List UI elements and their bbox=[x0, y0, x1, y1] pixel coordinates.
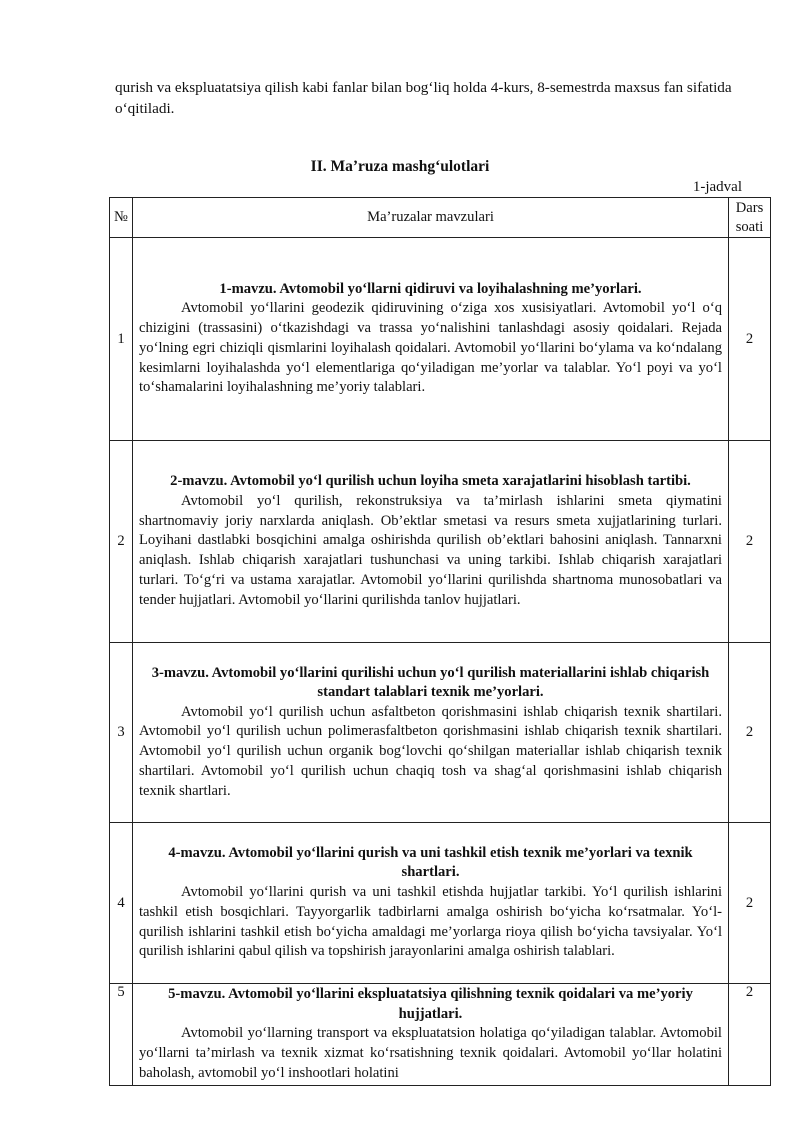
topic-title: 3-mavzu. Avtomobil yo‘llarini qurilishi uchun yo‘l qurilish materiallarini ishlab chiqarish standart talablari texnik me’yorlari. bbox=[151, 664, 710, 700]
row-content bbox=[133, 441, 729, 643]
row-number: 3 bbox=[110, 643, 133, 823]
table-row bbox=[110, 984, 771, 1086]
row-content bbox=[133, 238, 729, 441]
header-topics: Ma’ruzalar mavzulari bbox=[133, 198, 729, 238]
topic-title: 5-mavzu. Avtomobil yo‘llarini ekspluatatsiya qilishning texnik qoidalari va me’yoriy hujjatlari. bbox=[168, 986, 693, 1022]
row-hours: 2 bbox=[729, 441, 771, 643]
row-content bbox=[133, 823, 729, 984]
table-header-row bbox=[110, 198, 771, 238]
table-label: 1-jadval bbox=[692, 179, 742, 195]
topic-description: Avtomobil yo‘llarini qurish va uni tashkil etishda hujjatlar tarkibi. Yo‘l qurilish ishlarini tashkil etish bosqichlari. Tayyorgarlik tadbirlarni amalga oshirish bo‘yicha ko‘rsatmalar. Yo‘l-qurilish ishlarini tashkil etish bo‘yicha amaldagi me’yorlarga rioya qilish bo‘yicha tavsiyalar. Yo‘l qurilish ishlarini qabul qilish va topshirish jarayonlarini amalga oshirish talablari. bbox=[139, 883, 722, 960]
lectures-table bbox=[109, 197, 771, 1086]
row-hours: 2 bbox=[729, 643, 771, 823]
table-row bbox=[110, 643, 771, 823]
topic-title: 4-mavzu. Avtomobil yo‘llarini qurish va uni tashkil etish texnik me’yorlari va texnik shartlari. bbox=[168, 844, 693, 881]
table-row bbox=[110, 441, 771, 643]
row-hours: 2 bbox=[729, 823, 771, 984]
row-hours: 2 bbox=[729, 984, 771, 1086]
topic-description: Avtomobil yo‘llarini geodezik qidiruvining o‘ziga xos xusisiyatlari. Avtomobil yo‘l o‘q chizigini (trassasini) o‘tkazishdagi va trassa yo‘nalishini tanlashdagi asosiy qoidalari. Rejada yo‘lning egri chiziqli qismlarini loyihalash qoidalari. Avtomobil yo‘llarini bo‘ylama va ko‘ndalang kesimlarni loyihalashda yo‘l elementlariga qo‘yiladigan me’yorlar va talablar. Yo‘l poyi va yo‘l to‘shamalarini loyihalashning me’yoriy talablari. bbox=[139, 300, 722, 396]
section-title: II. Ma’ruza mashg‘ulotlari bbox=[310, 158, 490, 175]
row-hours: 2 bbox=[729, 238, 771, 441]
row-number: 2 bbox=[110, 441, 133, 643]
header-number: № bbox=[110, 198, 133, 238]
topic-title: 1-mavzu. Avtomobil yo‘llarni qidiruvi va loyihalashning me’yorlari. bbox=[219, 280, 642, 297]
row-number: 5 bbox=[110, 984, 133, 1086]
topic-description: Avtomobil yo‘l qurilish, rekonstruksiya va ta’mirlash ishlarini smeta qiymatini shartnomaviy joriy narxlarda aniqlash. Ob’ektlar smetasi va resurs smeta xujjatlarining turlari. Loyihani dastlabki bosqichini amalga oshirishda qurilish ob’ektlari bahosini aniqlash. Tannarxni aniqlash. Ishlab chiqarish xarajatlari tushunchasi va uning tarkibi. Ishlab chiqarish xarajatlari turlari. To‘g‘ri va ustama xarajatlar. Avtomobil yo‘llarini qurilishda shartnoma munosobatlari va tender hujjatlari. Avtomobil yo‘llarini qurilishda tanlov hujjatlari. bbox=[139, 492, 722, 608]
row-number: 1 bbox=[110, 238, 133, 441]
header-hours: Dars soati bbox=[729, 198, 771, 238]
topic-title: 2-mavzu. Avtomobil yo‘l qurilish uchun loyiha smeta xarajatlarini hisoblash tartibi. bbox=[170, 473, 691, 490]
row-content bbox=[133, 984, 729, 1086]
row-number: 4 bbox=[110, 823, 133, 984]
intro-paragraph: qurish va ekspluatatsiya qilish kabi fanlar bilan bog‘liq holda 4-kurs, 8-semestrda maxsus fan sifatida o‘qitiladi. bbox=[115, 79, 732, 117]
table-row bbox=[110, 238, 771, 441]
table-row bbox=[110, 823, 771, 984]
row-content bbox=[133, 643, 729, 823]
topic-description: Avtomobil yo‘llarning transport va ekspluatatsion holatiga qo‘yiladigan talablar. Avtomobil yo‘llarni ta’mirlash va texnik xizmat ko‘rsatishning texnik qoidalari. Avtomobil yo‘llar holatini baholash, avtomobil yo‘l inshootlari holatini bbox=[139, 1025, 722, 1081]
topic-description: Avtomobil yo‘l qurilish uchun asfaltbeton qorishmasini ishlab chiqarish texnik shartilari. Avtomobil yo‘l qurilish uchun polimerasfaltbeton qorishmasini ishlab chiqarish texnik shartilari. Avtomobil yo‘l qurilish uchun organik bog‘lovchi qo‘shilgan materiallar ishlab chiqarish texnik shartilari. Avtomobil yo‘l qurilish uchun chaqiq tosh va shag‘al qorishmasini ishlab chiqarish texnik shartlari. bbox=[139, 703, 722, 799]
